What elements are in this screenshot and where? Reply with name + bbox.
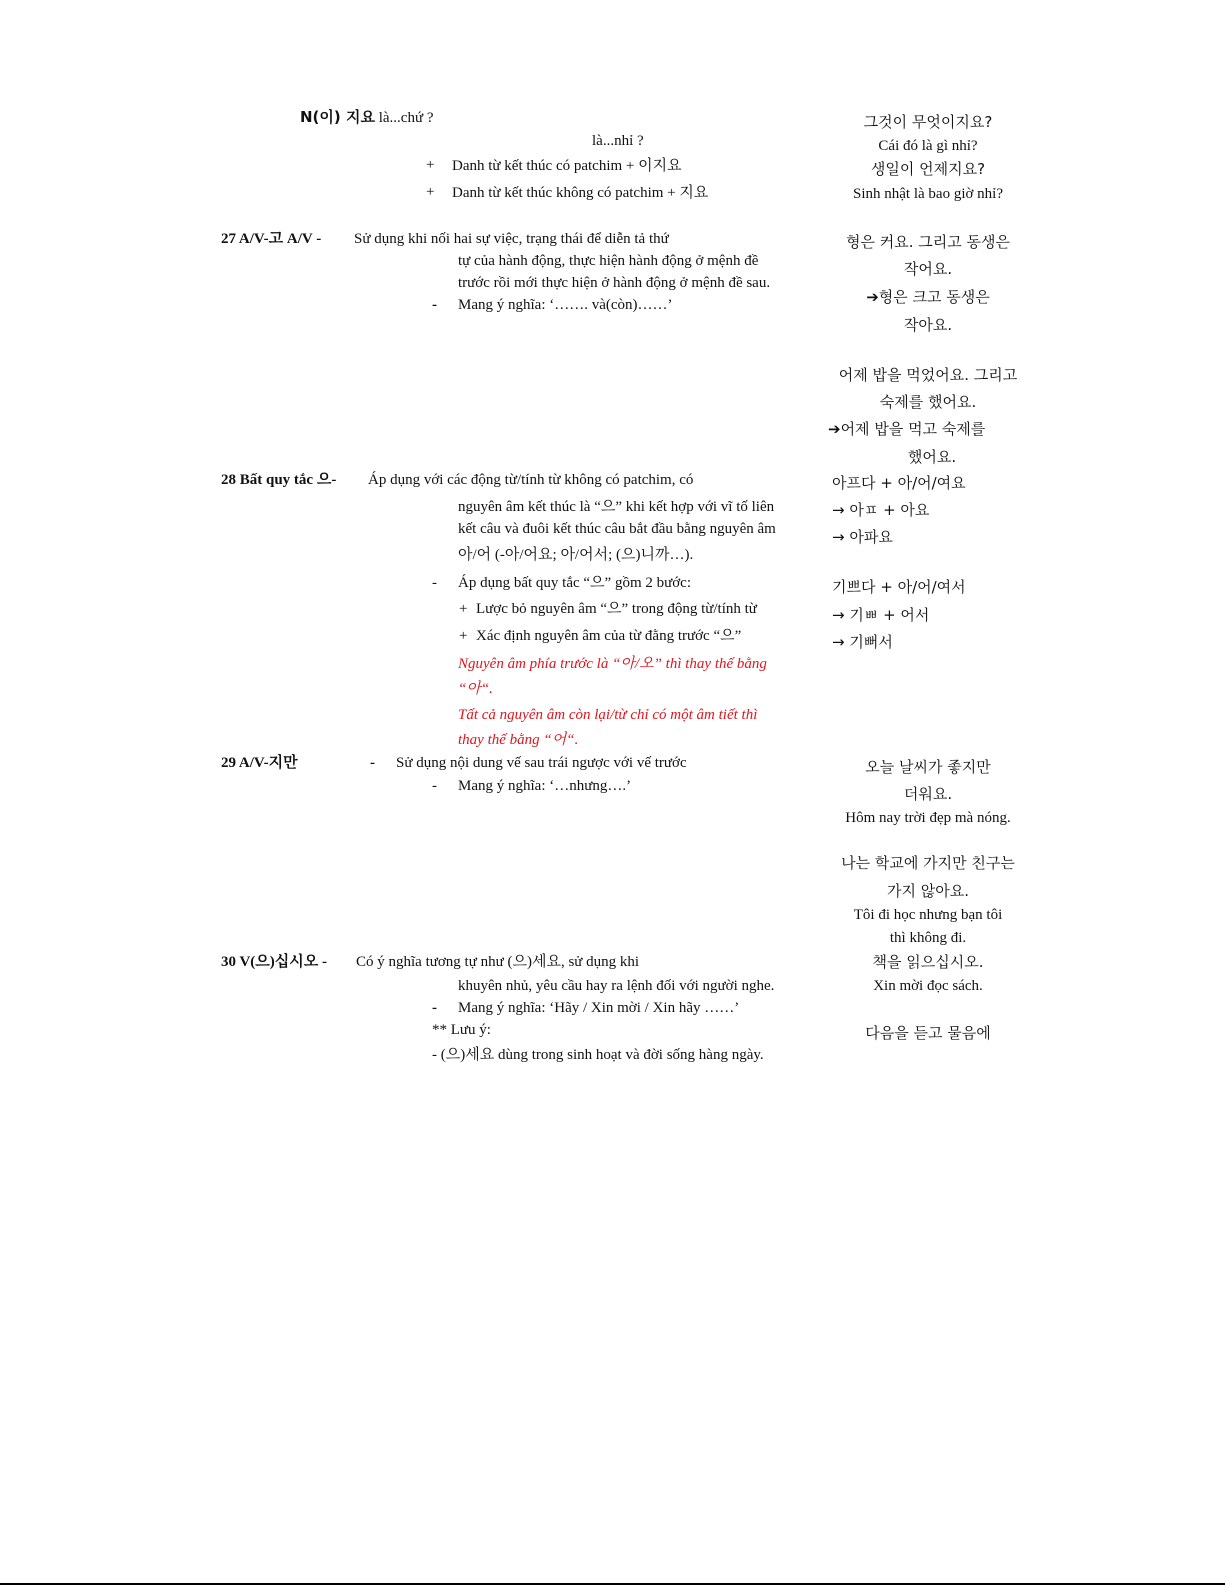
note-heading: ** Lưu ý: xyxy=(432,1022,491,1038)
description-line: Áp dụng với các động từ/tính từ không có patchim, có xyxy=(368,472,694,488)
note-line: - (으)세요 dùng trong sinh hoạt và đời sống hàng ngày. xyxy=(432,1047,764,1063)
example-ko: 다음을 듣고 물음에 xyxy=(865,1024,991,1042)
bullet-item: Danh từ kết thúc có patchim + 이지요 xyxy=(452,156,682,174)
description-line: Sử dụng khi nối hai sự việc, trạng thái để diễn tả thứ xyxy=(354,231,669,247)
description-line: trước rồi mới thực hiện ở hành động ở mệnh đề sau. xyxy=(458,275,771,291)
example-ko: → 아ㅍ + 아요 xyxy=(832,501,930,519)
description-line: khuyên nhủ, yêu cầu hay ra lệnh đối với người nghe. xyxy=(458,978,775,994)
dash-marker: - xyxy=(432,778,437,794)
bullet-marker: + xyxy=(426,184,435,200)
example-ko: 오늘 날씨가 좋지만 xyxy=(865,758,991,776)
heading-meaning: là...chứ ? xyxy=(374,110,434,126)
step-item: Lược bỏ nguyên âm “으” trong động từ/tính từ xyxy=(476,601,757,617)
example-vi: Sinh nhật là bao giờ nhỉ? xyxy=(853,186,1003,202)
example-ko: 그것이 무엇이지요? xyxy=(863,113,993,131)
example-ko: 생일이 언제지요? xyxy=(870,160,986,178)
description-line: nguyên âm kết thúc là “으” khi kết hợp với vĩ tố liên xyxy=(458,499,775,515)
meaning-line: là...nhỉ ? xyxy=(592,133,644,149)
section-27-heading: 27 A/V-고 A/V - xyxy=(221,231,322,247)
step-item: Xác định nguyên âm của từ đằng trước “으” xyxy=(476,628,742,644)
heading-code: N(이) 지요 xyxy=(300,108,375,126)
rule-line: Áp dụng bất quy tắc “으” gồm 2 bước: xyxy=(458,575,692,591)
example-ko: 아프다 + 아/어/여요 xyxy=(832,474,966,492)
step-marker: + xyxy=(459,628,468,644)
red-note-line: Tất cả nguyên âm còn lại/từ chỉ có một âm tiết thì xyxy=(458,707,758,723)
dash-marker: - xyxy=(370,755,375,771)
example-ko: 숙제를 했어요. xyxy=(879,393,977,411)
dash-marker: - xyxy=(432,575,437,591)
example-ko: 작아요. xyxy=(903,316,953,334)
description-line: Có ý nghĩa tương tự như (으)세요, sử dụng khi xyxy=(356,954,640,970)
step-marker: + xyxy=(459,601,468,617)
example-ko: 가지 않아요. xyxy=(887,882,969,900)
example-vi: Cái đó là gì nhỉ? xyxy=(878,138,978,154)
example-ko: 어제 밥을 먹었어요. 그리고 xyxy=(838,366,1018,384)
meaning-line: Mang ý nghĩa: ‘Hãy / Xin mời / Xin hãy ……’ xyxy=(458,1000,740,1016)
dash-marker: - xyxy=(432,297,437,313)
dash-marker: - xyxy=(432,1000,437,1016)
description-line: tự của hành động, thực hiện hành động ở mệnh đề xyxy=(458,253,759,269)
example-vi: Hôm nay trời đẹp mà nóng. xyxy=(845,810,1011,826)
example-ko: → 기뻐서 xyxy=(832,633,893,651)
description-line: Sử dụng nội dung vế sau trái ngược với vế trước xyxy=(396,755,687,771)
example-ko: 작어요. xyxy=(903,260,953,278)
description-line: kết câu và đuôi kết thúc câu bắt đầu bằng nguyên âm xyxy=(458,521,776,537)
example-ko: 더워요. xyxy=(903,785,953,803)
example-ko: ➔어제 밥을 먹고 숙제를 xyxy=(828,420,986,438)
bullet-item: Danh từ kết thúc không có patchim + 지요 xyxy=(452,183,709,201)
example-ko: → 기ㅃ + 어서 xyxy=(832,606,930,624)
example-vi: Tôi đi học nhưng bạn tôi xyxy=(853,907,1003,923)
example-ko: 기쁘다 + 아/어/여서 xyxy=(832,578,966,596)
red-note-line: “아“. xyxy=(458,681,493,697)
description-line: 아/어 (-아/어요; 아/어서; (으)니까…). xyxy=(458,547,694,563)
example-ko: 나는 학교에 가지만 친구는 xyxy=(841,854,1015,872)
red-note-line: thay thế bằng “어“. xyxy=(458,732,579,748)
example-ko: 했어요. xyxy=(907,448,957,466)
example-ko: → 아파요 xyxy=(832,528,893,546)
section-28-heading: 28 Bất quy tắc 으- xyxy=(221,472,337,488)
section-30-heading: 30 V(으)십시오 - xyxy=(221,954,328,970)
example-ko: 책을 읽으십시오. xyxy=(872,953,984,971)
example-vi: thì không đi. xyxy=(889,930,967,946)
section-29-heading: 29 A/V-지만 xyxy=(221,755,298,771)
section-noi-heading xyxy=(300,107,434,128)
example-ko: 형은 커요. 그리고 동생은 xyxy=(846,233,1010,251)
meaning-line: Mang ý nghĩa: ‘…nhưng….’ xyxy=(458,778,632,794)
bullet-marker: + xyxy=(426,157,435,173)
red-note-line: Nguyên âm phía trước là “아/오” thì thay thế bằng xyxy=(458,656,767,672)
example-vi: Xin mời đọc sách. xyxy=(873,978,983,994)
meaning-line: Mang ý nghĩa: ‘……. và(còn)……’ xyxy=(458,297,673,313)
example-ko: ➔형은 크고 동생은 xyxy=(866,288,990,306)
